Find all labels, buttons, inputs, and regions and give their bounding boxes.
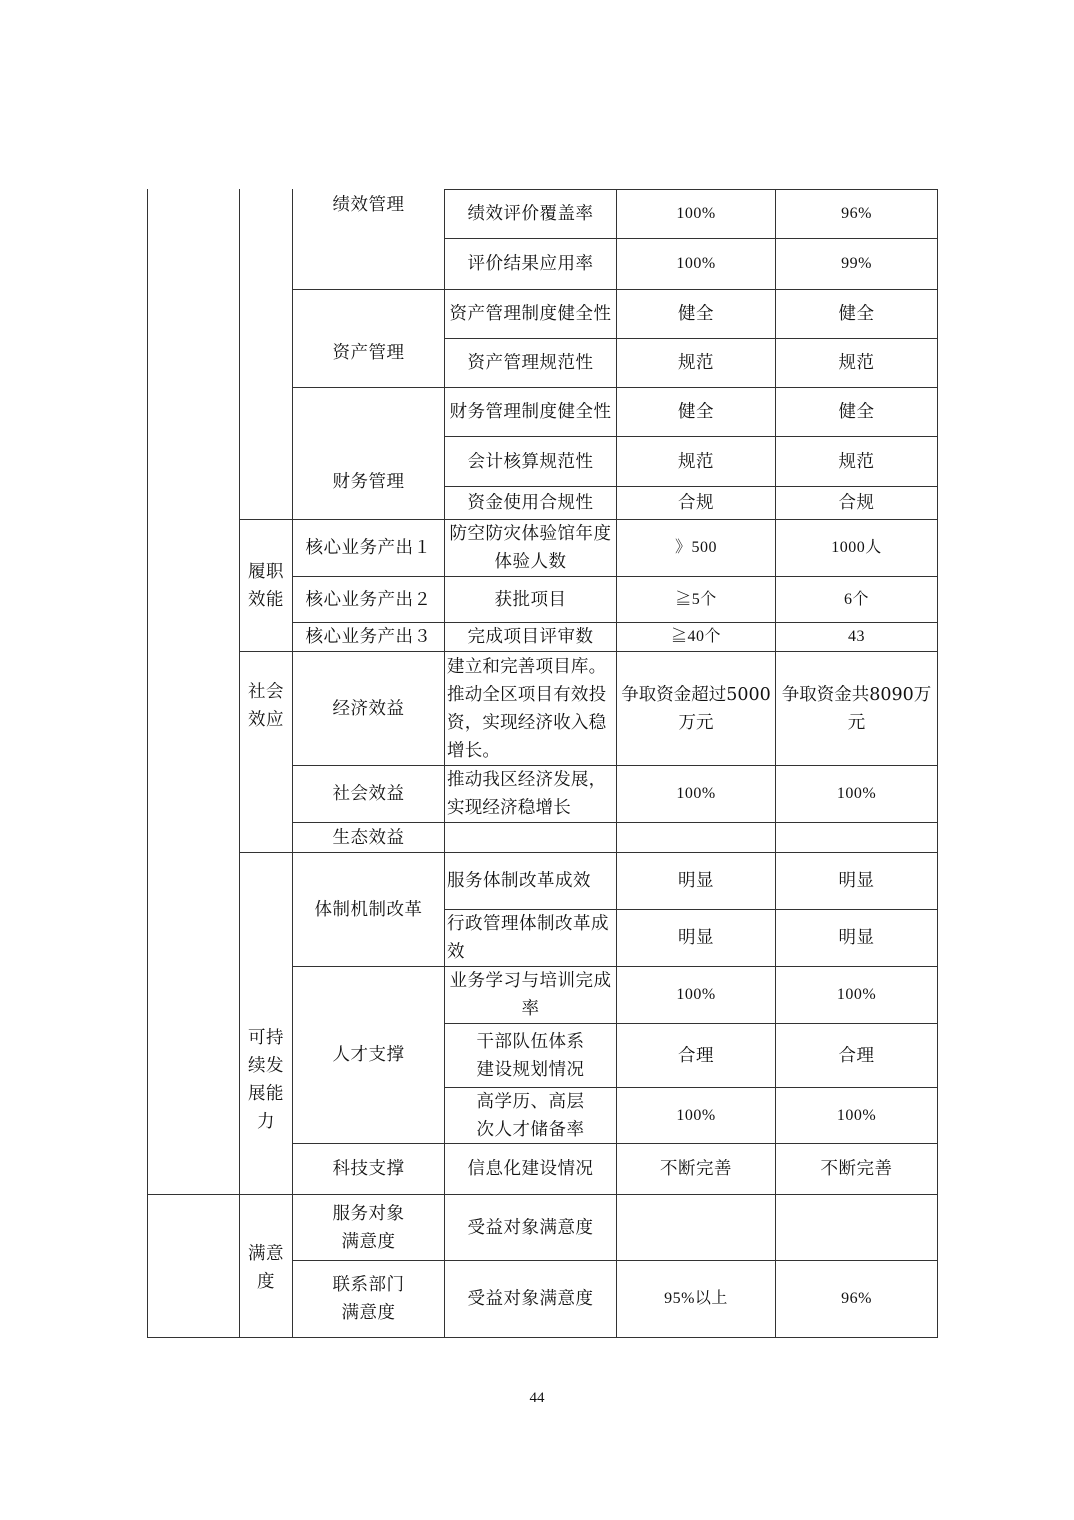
indicator-cell: 受益对象满意度 [467, 1217, 594, 1238]
indicator-cell: 资产管理规范性 [467, 353, 594, 373]
sub-dimension-cell: 核心业务产出１ [305, 538, 432, 558]
indicator-cell: 财务管理制度健全性 [449, 402, 612, 422]
target-value-cell: 健全 [678, 402, 714, 422]
target-value-cell: 健全 [678, 304, 714, 324]
actual-value-cell: 100% [836, 986, 877, 1003]
target-value-cell [617, 1195, 775, 1260]
sub-dimension-cell: 联系部门满意度 [332, 1275, 405, 1323]
target-value-cell: 规范 [678, 451, 714, 472]
target-value-cell: 争取资金超过5000万元 [621, 684, 771, 733]
sub-dimension-cell: 服务对象满意度 [332, 1203, 405, 1252]
sub-dimension-cell: 核心业务产出２ [305, 589, 432, 610]
target-value-cell: 100% [676, 1106, 716, 1124]
indicator-cell: 服务体制改革成效 [447, 871, 591, 891]
indicator-cell [445, 823, 616, 852]
actual-value-cell: 健全 [838, 304, 875, 324]
actual-value-cell: 争取资金共8090万元 [781, 684, 932, 733]
actual-value-cell: 99% [841, 255, 872, 272]
page-number: 44 [529, 1390, 545, 1406]
actual-value-cell [776, 823, 937, 852]
sub-dimension-cell: 体制机制改革 [314, 899, 423, 920]
target-value-cell: 100% [676, 785, 716, 802]
actual-value-cell: 规范 [838, 451, 875, 472]
actual-value-cell: 不断完善 [820, 1159, 893, 1179]
actual-value-cell: 1000人 [831, 539, 882, 556]
indicator-cell: 资产管理制度健全性 [449, 304, 612, 324]
table-border-right [937, 189, 938, 1338]
sub-dimension-cell: 财务管理 [332, 472, 405, 492]
target-value-cell: 明显 [678, 871, 714, 891]
actual-value-cell: 43 [848, 628, 865, 645]
table-border-left [147, 189, 148, 1338]
indicator-cell: 获批项目 [494, 589, 567, 610]
sub-dimension-cell: 生态效益 [332, 827, 405, 848]
indicator-cell: 干部队伍体系建设规划情况 [476, 1031, 585, 1080]
actual-value-cell: 明显 [838, 928, 875, 948]
sub-dimension-cell: 绩效管理 [332, 195, 405, 215]
sub-dimension-cell: 核心业务产出３ [305, 627, 432, 647]
indicator-cell: 会计核算规范性 [467, 451, 594, 472]
target-value-cell: ≧40个 [670, 628, 721, 645]
actual-value-cell: 96% [841, 1290, 872, 1307]
indicator-cell: 业务学习与培训完成率 [449, 971, 612, 1019]
sub-dimension-cell: 经济效益 [332, 698, 405, 719]
target-value-cell: 100% [676, 986, 716, 1003]
indicator-cell: 绩效评价覆盖率 [467, 204, 594, 224]
indicator-cell: 受益对象满意度 [467, 1289, 594, 1309]
actual-value-cell: 明显 [838, 871, 875, 891]
indicator-cell: 资金使用合规性 [467, 493, 594, 513]
target-value-cell: 100% [676, 205, 716, 222]
indicator-cell: 防空防灾体验馆年度体验人数 [449, 524, 612, 572]
actual-value-cell [776, 1195, 937, 1260]
actual-value-cell: 100% [836, 1106, 877, 1124]
sub-dimension-cell: 人才支撑 [332, 1045, 405, 1065]
target-value-cell: 明显 [678, 928, 714, 948]
target-value-cell [617, 823, 775, 852]
indicator-cell: 评价结果应用率 [467, 254, 594, 274]
dimension-cell: 满意度 [248, 1244, 284, 1292]
dimension-cell: 可持续发展能力 [248, 1028, 284, 1132]
sub-dimension-cell: 资产管理 [332, 343, 405, 363]
actual-value-cell: 规范 [838, 353, 875, 373]
indicator-cell: 信息化建设情况 [467, 1159, 594, 1179]
indicator-cell: 完成项目评审数 [467, 627, 594, 647]
target-value-cell: 不断完善 [660, 1159, 732, 1179]
sub-dimension-cell: 科技支撑 [332, 1159, 405, 1179]
target-value-cell: 》500 [674, 539, 717, 556]
target-value-cell: 规范 [678, 353, 714, 373]
target-value-cell: ≧5个 [675, 590, 717, 608]
actual-value-cell: 6个 [843, 590, 869, 608]
actual-value-cell: 96% [841, 205, 872, 222]
dimension-cell: 社会效应 [248, 682, 284, 730]
actual-value-cell: 合理 [838, 1045, 875, 1066]
actual-value-cell: 合规 [838, 493, 875, 513]
actual-value-cell: 健全 [838, 402, 875, 422]
target-value-cell: 100% [676, 255, 716, 272]
target-value-cell: 95%以上 [664, 1290, 728, 1307]
indicator-cell: 推动我区经济发展，实现经济稳增长 [447, 770, 607, 818]
indicator-cell: 建立和完善项目库。推动全区项目有效投资，实现经济收入稳增长。 [447, 656, 607, 761]
dimension-cell: 履职效能 [248, 561, 284, 610]
target-value-cell: 合理 [678, 1045, 714, 1066]
actual-value-cell: 100% [836, 785, 877, 802]
indicator-cell: 行政管理体制改革成效 [447, 914, 609, 962]
sub-dimension-cell: 社会效益 [332, 784, 405, 804]
table-border-bottom [147, 1337, 938, 1338]
target-value-cell: 合规 [678, 493, 714, 513]
indicator-cell: 高学历、高层次人才储备率 [476, 1091, 585, 1140]
